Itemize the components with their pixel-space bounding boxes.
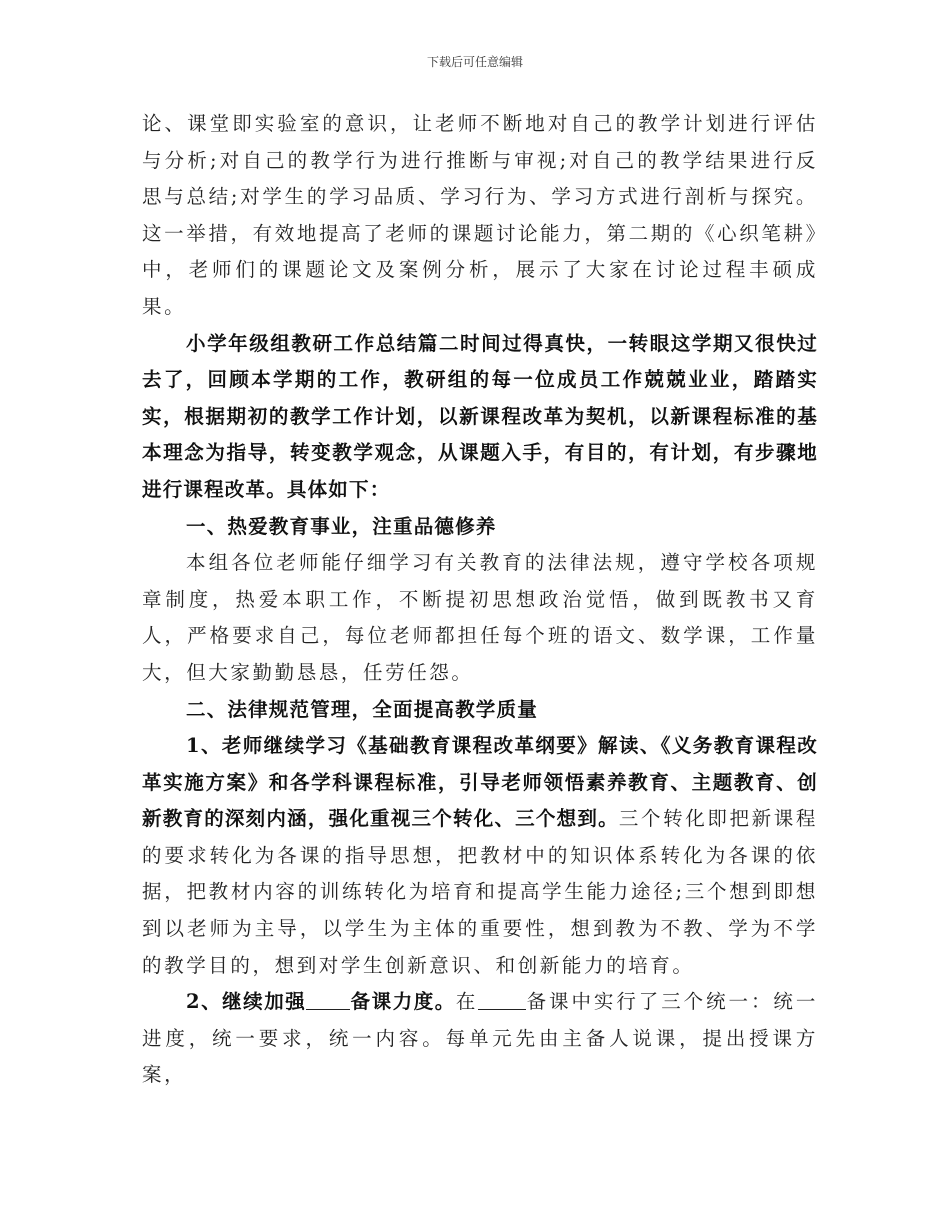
section-heading-2: 二、法律规范管理，全面提高教学质量 [186,697,538,721]
paragraph-lesson-preparation [142,984,818,1094]
paragraph-curriculum-study-bold: 1、老师继续学习《基础教育课程改革纲要》解读、《义务教育课程改革实施方案》和各学科课程标准，引导老师领悟素养教育、主题教育、创新教育的深刻内涵，强化重视三个转化、三个想到。 [142,734,818,831]
paragraph-research-awareness: 论、课堂即实验室的意识，让老师不断地对自己的教学计划进行评估与分析;对自己的教学行为进行推断与审视;对自己的教学结果进行反思与总结;对学生的学习品质、学习行为、学习方式进行剖析与探究。这一举措，有效地提高了老师的课题讨论能力，第二期的《心织笔耕》中，老师们的课题论文及案例分析，展示了大家在讨论过程丰硕成果。 [142,112,818,318]
paragraph-summary-intro: 小学年级组教研工作总结篇二时间过得真快，一转眼这学期又很快过去了，回顾本学期的工作，教研组的每一位成员工作兢兢业业，踏踏实实，根据期初的教学工作计划，以新课程改革为契机，以新课程标准的基本理念为指导，转变教学观念，从课题入手，有目的，有计划，有步骤地进行课程改革。具体如下： [142,331,818,501]
fill-in-blank-line [478,991,526,1010]
section-heading-1: 一、热爱教育事业，注重品德修养 [186,514,497,538]
paragraph-curriculum-study [142,728,818,984]
paragraph-curriculum-study-rest: 三个转化即把新课程的要求转化为各课的指导思想，把教材中的知识体系转化为各课的依据，把教材内容的训练转化为培育和提高学生能力途径;三个想到即想到以老师为主导，以学生为主体的重要性，想到教为不教、学为不学的教学目的，想到对学生创新意识、和创新能力的培育。 [142,807,818,977]
lesson-prep-bold-b: 备课力度。 [350,990,456,1014]
lesson-prep-text-a: 在 [455,990,479,1014]
lesson-prep-bold-a: 2、继续加强 [186,990,307,1014]
lesson-prep-text-b: 备课中实行了三个统一：统一进度，统一要求，统一内容。每单元先由主备人说课，提出授课方案， [142,990,818,1087]
document-body [142,106,818,1094]
fill-in-blank-line [306,991,350,1010]
page-header: 下载后可任意编辑 [426,55,523,69]
paragraph-moral-cultivation: 本组各位老师能仔细学习有关教育的法律法规，遵守学校各项规章制度，热爱本职工作，不断提初思想政治觉悟，做到既教书又育人，严格要求自己，每位老师都担任每个班的语文、数学课，工作量大，但大家勤勤恳恳，任劳任怨。 [142,551,818,684]
